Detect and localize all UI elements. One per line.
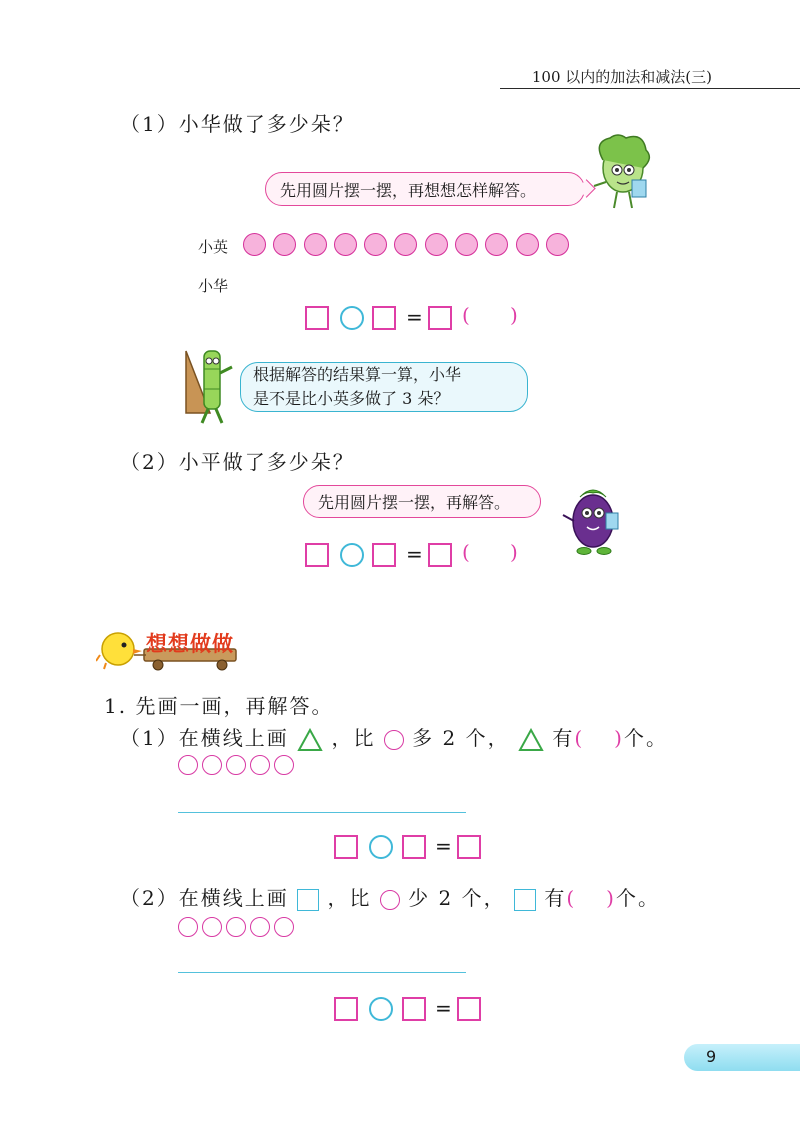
operator-circle[interactable] [340, 543, 364, 567]
pink-circle-icon [384, 730, 404, 750]
counter-disc [546, 233, 569, 256]
answer-box[interactable] [334, 997, 358, 1021]
cabbage-character-illustration [588, 130, 658, 215]
operator-circle[interactable] [340, 306, 364, 330]
pink-circle [202, 917, 222, 937]
sub2-mid3: 有 [544, 886, 567, 910]
sub2-circle-row [178, 917, 294, 937]
blank-paren-open: ( [574, 726, 585, 750]
counter-disc [425, 233, 448, 256]
answer-box[interactable] [305, 543, 329, 567]
section-title: 想想做做 [146, 632, 234, 656]
sub1-suffix: 个。 [623, 726, 668, 750]
answer-box[interactable] [372, 543, 396, 567]
drawing-line[interactable] [178, 972, 466, 973]
pink-circle [250, 917, 270, 937]
sub1-mid1: ，比 [331, 726, 376, 750]
question-1: （1）小华做了多少朵？ [120, 112, 355, 136]
unit-paren-close: ) [510, 540, 518, 564]
sub2-prefix: （2）在横线上画 [120, 886, 289, 910]
equals-sign: = [435, 834, 452, 858]
answer-box[interactable] [334, 835, 358, 859]
answer-box[interactable] [402, 997, 426, 1021]
green-triangle-icon [297, 728, 323, 752]
sub2-mid1: ，比 [327, 886, 372, 910]
blue-square-icon [514, 889, 536, 911]
label-xiaoying: 小英 [198, 238, 229, 256]
check-bubble-line-1: 根据解答的结果算一算，小华 [253, 365, 462, 384]
header-rule [500, 88, 800, 89]
answer-box[interactable] [457, 997, 481, 1021]
counter-disc [455, 233, 478, 256]
check-bubble [240, 362, 528, 412]
page-number: 9 [706, 1047, 717, 1066]
check-bubble-line-2: 是不是比小英多做了 3 朵？ [253, 389, 450, 408]
answer-box[interactable] [457, 835, 481, 859]
label-xiaohua: 小华 [198, 277, 229, 295]
drawing-line[interactable] [178, 812, 466, 813]
question-2: （2）小平做了多少朵？ [120, 450, 355, 474]
unit-paren-open: ( [462, 303, 470, 327]
pink-circle [274, 755, 294, 775]
chapter-title: 100 以内的加法和减法(三) [531, 68, 712, 86]
answer-box[interactable] [305, 306, 329, 330]
answer-box[interactable] [428, 543, 452, 567]
counter-disc [243, 233, 266, 256]
sub1-mid3: 有 [552, 726, 575, 750]
blank-paren-close: ) [614, 726, 624, 750]
counter-disc [485, 233, 508, 256]
bamboo-character-illustration [180, 343, 238, 428]
xiaoying-circle-row [243, 233, 569, 256]
tip-bubble-1 [265, 172, 585, 206]
counter-disc [516, 233, 539, 256]
answer-box[interactable] [372, 306, 396, 330]
tip-bubble-1-text: 先用圆片摆一摆，再想想怎样解答。 [280, 180, 537, 200]
answer-box[interactable] [402, 835, 426, 859]
page-number-tab [684, 1044, 800, 1071]
counter-disc [394, 233, 417, 256]
blank-paren-close: ) [606, 886, 616, 910]
pink-circle [250, 755, 270, 775]
counter-disc [334, 233, 357, 256]
pink-circle [202, 755, 222, 775]
sub1-prefix: （1）在横线上画 [120, 726, 289, 750]
counter-disc [273, 233, 296, 256]
counter-disc [364, 233, 387, 256]
exercise-1-heading: 1. 先画一画，再解答。 [104, 694, 334, 718]
blue-square-icon [297, 889, 319, 911]
pink-circle [226, 917, 246, 937]
equals-sign: = [406, 542, 423, 566]
blank-paren-open: ( [566, 886, 577, 910]
sub2-suffix: 个。 [615, 886, 660, 910]
unit-paren-close: ) [510, 303, 518, 327]
tip-bubble-2 [303, 485, 541, 518]
pink-circle [178, 755, 198, 775]
green-triangle-icon [518, 728, 544, 752]
unit-paren-open: ( [462, 540, 470, 564]
exercise-1-sub-2 [120, 882, 660, 911]
pink-circle-icon [380, 890, 400, 910]
sub1-mid2: 多 2 个， [412, 726, 510, 750]
sub1-circle-row [178, 755, 294, 775]
sub2-mid2: 少 2 个， [408, 886, 506, 910]
exercise-1-sub-1 [120, 722, 668, 752]
operator-circle[interactable] [369, 835, 393, 859]
pink-circle [274, 917, 294, 937]
eggplant-character-illustration [560, 477, 630, 559]
operator-circle[interactable] [369, 997, 393, 1021]
pink-circle [178, 917, 198, 937]
answer-box[interactable] [428, 306, 452, 330]
equals-sign: = [406, 305, 423, 329]
counter-disc [304, 233, 327, 256]
tip-bubble-2-text: 先用圆片摆一摆，再解答。 [318, 493, 511, 512]
pink-circle [226, 755, 246, 775]
equals-sign: = [435, 996, 452, 1020]
